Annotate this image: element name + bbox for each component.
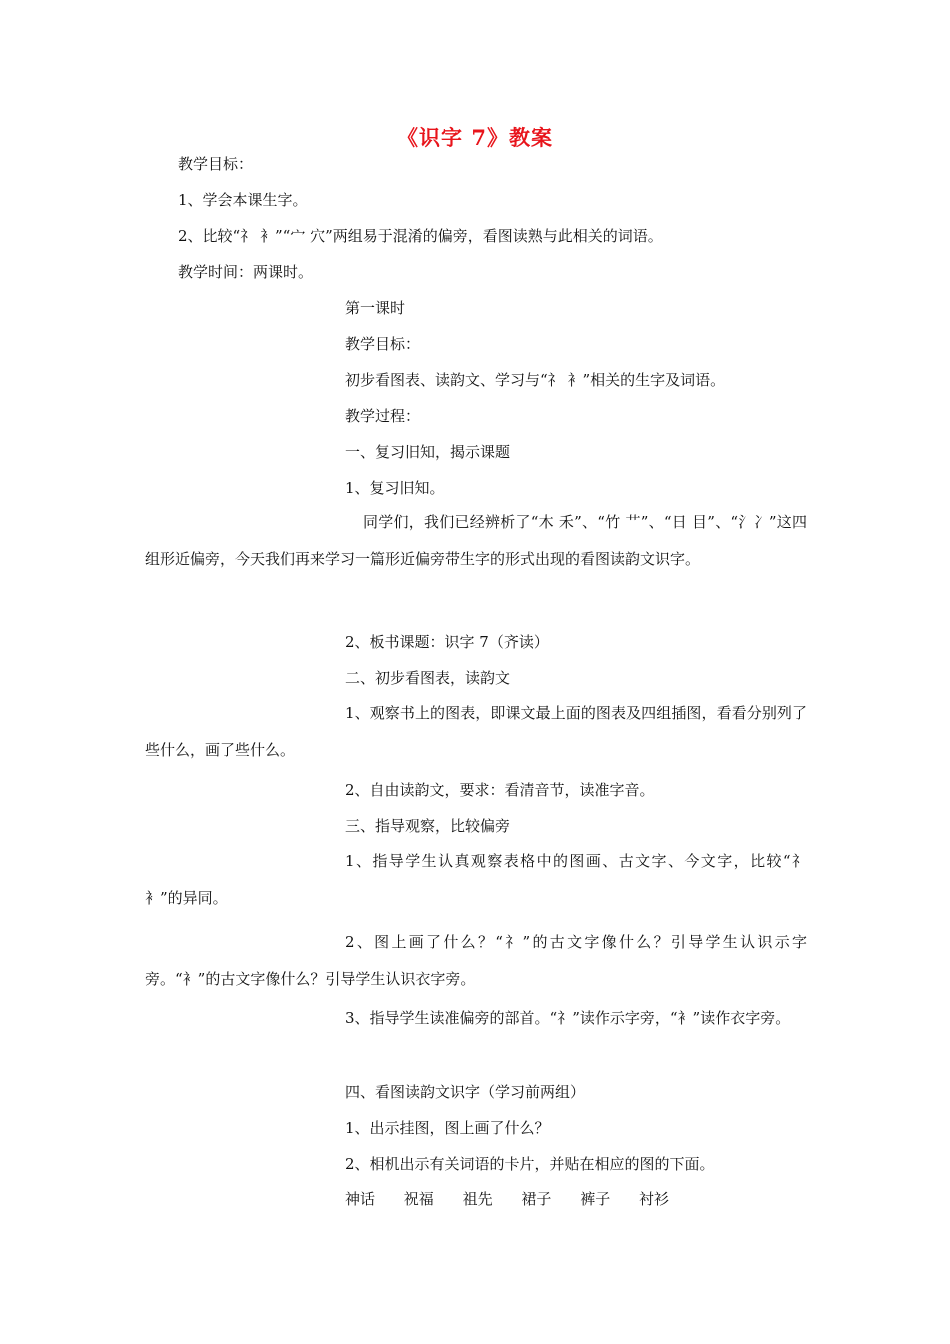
step-word-cards: 2、相机出示有关词语的卡片，并贴在相应的图的下面。 xyxy=(345,1155,715,1173)
lesson-goal-heading: 教学目标： xyxy=(345,335,421,353)
lesson-goal-text: 初步看图表、读韵文、学习与“礻 衤”相关的生字及词语。 xyxy=(345,371,726,389)
paragraph-review: 同学们，我们已经辨析了“木 禾”、“竹 艹”、“日 目”、“氵冫”这四组形近偏旁，今天我们再来学习一篇形近偏旁带生字的形式出现的看图读韵文识字。 xyxy=(145,513,807,568)
paragraph-picture: 2、图上画了什么？“礻”的古文字像什么？引导学生认识示字旁。“衤”的古文字像什么？引导学生认识衣字旁。 xyxy=(145,933,807,988)
step-board-title: 2、板书课题：识字 7（齐读） xyxy=(345,633,549,651)
paragraph-read: 3、指导学生读准偏旁的部首。“礻”读作示字旁，“衤”读作衣字旁。 xyxy=(345,1009,791,1027)
word-card: 神话 xyxy=(345,1190,376,1208)
teaching-time: 教学时间：两课时。 xyxy=(178,263,314,281)
document-title: 《识字 7》教案 xyxy=(397,125,553,150)
step-free-read: 2、自由读韵文，要求：看清音节，读准字音。 xyxy=(345,781,655,799)
goal-item-2: 2、比较“礻 衤”“宀 穴”两组易于混淆的偏旁，看图读熟与此相关的词语。 xyxy=(178,227,663,245)
step-show-picture: 1、出示挂图，图上画了什么？ xyxy=(345,1119,550,1137)
section-3-heading: 三、指导观察，比较偏旁 xyxy=(345,817,511,835)
paragraph-observe: 1、观察书上的图表，即课文最上面的图表及四组插图，看看分别列了些什么，画了些什么。 xyxy=(145,704,807,759)
section-1-heading: 一、复习旧知，揭示课题 xyxy=(345,443,511,461)
goal-heading: 教学目标： xyxy=(178,155,254,173)
paragraph-compare: 1、指导学生认真观察表格中的图画、古文字、今文字，比较“礻 衤”的异同。 xyxy=(145,852,807,907)
section-4-heading: 四、看图读韵文识字（学习前两组） xyxy=(345,1083,586,1101)
lesson-one-heading: 第一课时 xyxy=(345,299,406,317)
word-card: 裙子 xyxy=(521,1190,552,1208)
word-card: 裤子 xyxy=(580,1190,611,1208)
word-card-list xyxy=(345,1189,693,1209)
word-card: 祖先 xyxy=(462,1190,493,1208)
word-card: 祝福 xyxy=(403,1190,434,1208)
goal-item-1: 1、学会本课生字。 xyxy=(178,191,308,209)
section-2-heading: 二、初步看图表，读韵文 xyxy=(345,669,511,687)
step-review: 1、复习旧知。 xyxy=(345,479,445,497)
process-heading: 教学过程： xyxy=(345,407,421,425)
word-card: 衬衫 xyxy=(638,1190,669,1208)
